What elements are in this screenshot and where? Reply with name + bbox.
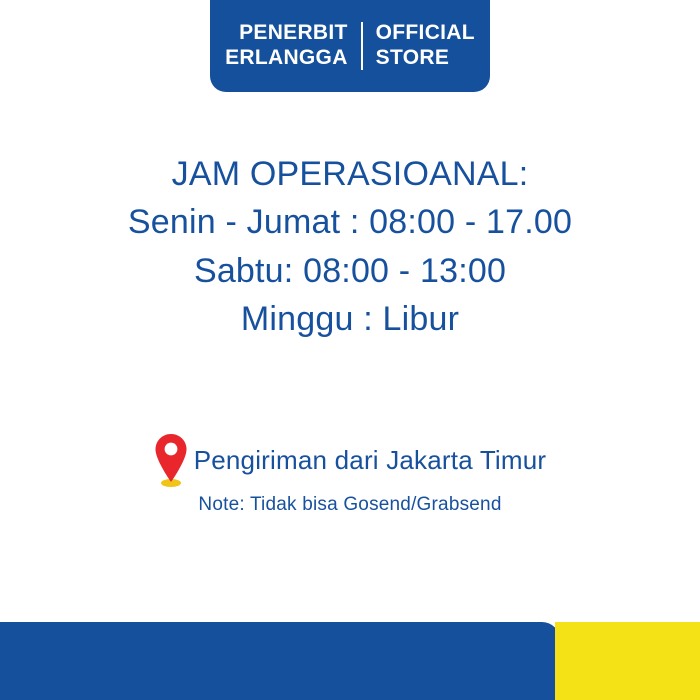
- shipping-info-row: [0, 432, 700, 488]
- hours-line-saturday: Sabtu: 08:00 - 13:00: [193, 251, 507, 290]
- operating-hours-block: [0, 150, 700, 343]
- brand-line-official: OFFICIAL: [375, 21, 475, 45]
- brand-line-erlangga: ERLANGGA: [225, 46, 348, 69]
- brand-name-store: [363, 21, 475, 71]
- brand-name-publisher: [225, 21, 361, 71]
- shipping-origin-text: Pengiriman dari Jakarta Timur: [193, 444, 547, 475]
- brand-header-badge: [210, 0, 490, 92]
- map-pin-icon: [154, 432, 188, 488]
- brand-line-penerbit: PENERBIT: [239, 21, 348, 45]
- brand-line-store: STORE: [375, 46, 450, 69]
- footer-blue-bar: [0, 622, 560, 700]
- hours-line-sunday: Minggu : Libur: [240, 299, 460, 338]
- hours-line-weekdays: Senin - Jumat : 08:00 - 17.00: [127, 203, 573, 242]
- shipping-note: Note: Tidak bisa Gosend/Grabsend: [198, 494, 502, 515]
- footer-yellow-bar: [555, 622, 700, 700]
- operating-hours-title: JAM OPERASIOANAL:: [171, 155, 529, 193]
